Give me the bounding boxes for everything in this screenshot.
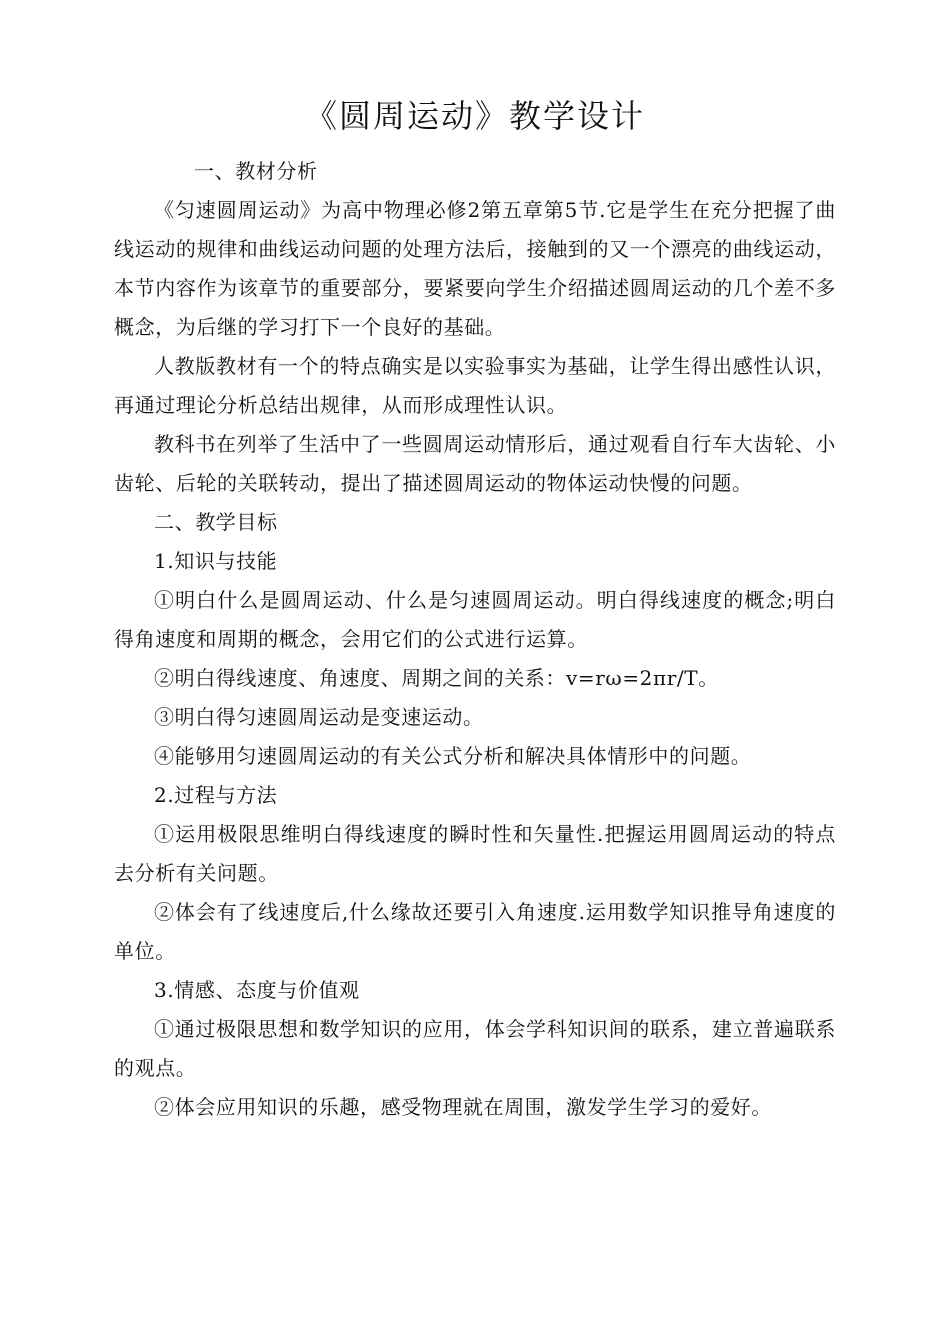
subheading-process-method: 2.过程与方法 (154, 783, 278, 807)
document-body (114, 152, 836, 1127)
paragraph-textbook-intro: 《匀速圆周运动》为高中物理必修2第五章第5节.它是学生在充分把握了曲线运动的规律和曲线运动问题的处理方法后，接触到的又一个漂亮的曲线运动，本节内容作为该章节的重要部分，要紧要向学生介绍描述圆周运动的几个差不多概念，为后继的学习打下一个良好的基础。 (114, 198, 836, 339)
list-item-goal-3: ③明白得匀速圆周运动是变速运动。 (154, 705, 484, 729)
subheading-knowledge-skills: 1.知识与技能 (154, 549, 278, 573)
list-item-goal-4: ④能够用匀速圆周运动的有关公式分析和解决具体情形中的问题。 (154, 744, 752, 768)
section-heading-textbook-analysis: 一、教材分析 (194, 159, 318, 183)
list-item-emotion-1: ①通过极限思想和数学知识的应用，体会学科知识间的联系，建立普遍联系的观点。 (114, 1017, 836, 1080)
list-item-process-1: ①运用极限思维明白得线速度的瞬时性和矢量性.把握运用圆周运动的特点去分析有关问题。 (114, 822, 836, 885)
list-item-goal-1: ①明白什么是圆周运动、什么是匀速圆周运动。明白得线速度的概念;明白得角速度和周期的概念，会用它们的公式进行运算。 (114, 588, 836, 651)
subheading-emotion-values: 3.情感、态度与价值观 (154, 978, 360, 1002)
list-item-emotion-2: ②体会应用知识的乐趣，感受物理就在周围，激发学生学习的爱好。 (154, 1095, 772, 1119)
list-item-goal-2: ②明白得线速度、角速度、周期之间的关系：v=rω=2πr/T。 (154, 666, 719, 690)
document-title: 《圆周运动》教学设计 (304, 97, 645, 135)
section-heading-teaching-goals: 二、教学目标 (154, 510, 278, 534)
paragraph-textbook-gears: 教科书在列举了生活中了一些圆周运动情形后，通过观看自行车大齿轮、小齿轮、后轮的关联转动，提出了描述圆周运动的物体运动快慢的问题。 (114, 432, 836, 495)
list-item-process-2: ②体会有了线速度后,什么缘故还要引入角速度.运用数学知识推导角速度的单位。 (114, 900, 836, 963)
paragraph-textbook-feature: 人教版教材有一个的特点确实是以实验事实为基础，让学生得出感性认识，再通过理论分析总结出规律，从而形成理性认识。 (114, 354, 836, 417)
